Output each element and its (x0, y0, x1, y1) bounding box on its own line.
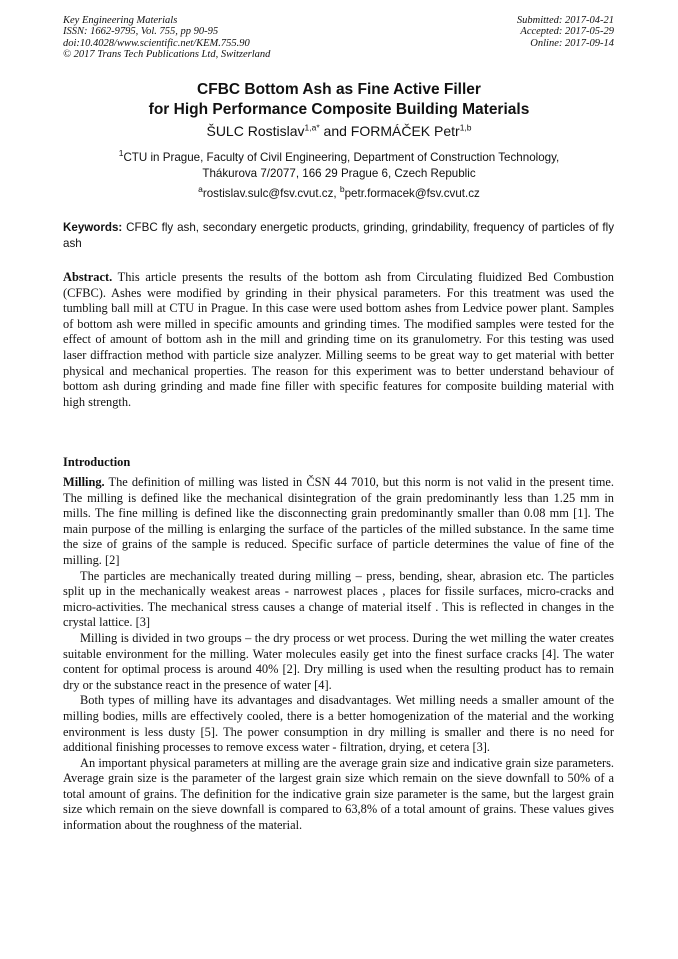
affiliation-line-1: CTU in Prague, Faculty of Civil Engineering, Department of Construction Technology, (123, 151, 560, 164)
abstract (63, 270, 614, 410)
keywords-label: Keywords: (63, 221, 123, 234)
title-line-1: CFBC Bottom Ash as Fine Active Filler (197, 81, 481, 98)
section-heading-introduction: Introduction (63, 455, 131, 469)
author-list (0, 122, 678, 140)
paragraph (63, 475, 614, 569)
email-a-sup: a (198, 184, 203, 195)
email-b-sup: b (339, 184, 345, 195)
online-date: Online: 2017-09-14 (530, 37, 614, 49)
abstract-label: Abstract. (63, 270, 113, 284)
introduction-body (63, 475, 614, 834)
abstract-text: This article presents the results of the bottom ash from Circulating fluidized Bed Combustion (CFBC). Ashes were modified by grinding in their physical parameters. For this treatment was used the tumbling ball mill at CTU in Prague. In this case were used bottom ashes from Ledvice power plant. Samples of bottom ash were milled in specific amounts and grinding times. The modified samples were tested for the effect of amount of bottom ash in the mill and grinding time on its granulometry. For this testing was used laser diffraction method with particle size analyzer. Milling seems to be great way to get material with better physical and mechanical properties. The reason for this experiment was to better understand behaviour of bottom ash during grinding and made fine filler with specific features for composite building material with high strength. (63, 270, 614, 409)
paragraph: Both types of milling have its advantages and disadvantages. Wet milling needs a smaller amount of the milling bodies, mills are effectively cooled, there is a better homogenization of the material and the working environment is less dusty [5]. The power consumption in dry milling is smaller and there is no need for additional finishing processes to remove excess water - filtration, drying, et cetera [3]. (63, 693, 614, 755)
keywords-text: CFBC fly ash, secondary energetic products, grinding, grindability, frequency of particles of fly ash (63, 221, 614, 250)
submitted-date: Submitted: 2017-04-21 (516, 15, 614, 26)
paper-title (0, 80, 678, 120)
dates-header (517, 15, 614, 49)
paragraph-text: The definition of milling was listed in ČSN 44 7010, but this norm is not valid in the present time. The milling is defined like the mechanical disintegration of the grain predominantly less than 1.25 mm in mills. The fine milling is defined like the disconnecting grain predominantly smaller than 0.08 mm [1]. The main purpose of the milling is enlarging the surface of the particles of the milled substance. In the same time the size of grains of the sample is reduced. Specific surface of particle determines the value of fine of the milling. [2] (63, 475, 614, 567)
affiliation-sup: 1 (118, 148, 124, 159)
journal-doi: doi:10.4028/www.scientific.net/KEM.755.90 (63, 37, 250, 49)
paragraph-run-in-head: Milling. (63, 475, 105, 489)
paragraph: Milling is divided in two groups – the dry process or wet process. During the wet milling the water creates suitable environment for the milling. Water molecules easily get into the finest surface cracks [4]. The water content for optimal process is around 40% [2]. Dry milling is used when the resulting product has to remain dry or the substance react in the presence of water [4]. (63, 630, 614, 692)
journal-copyright: © 2017 Trans Tech Publications Ltd, Switzerland (63, 49, 271, 61)
title-line-2: for High Performance Composite Building Materials (148, 101, 530, 118)
paragraph: An important physical parameters at milling are the average grain size and indicative grain size parameters. Average grain size is the parameter of the largest grain size which remain on the sieve downfall to 50% of a total amount of grains. The definition for the indicative grain size parameter is the same, but the largest grain size which remain on the sieve downfall is compared to 63,8% of a total amount of grains. These values gives information about the roughness of the material. (63, 755, 614, 833)
journal-name: Key Engineering Materials (63, 15, 178, 26)
email-a: rostislav.sulc@fsv.cvut.cz, (202, 187, 340, 200)
journal-issn: ISSN: 1662-9795, Vol. 755, pp 90-95 (63, 26, 219, 38)
author-1-name: ŠULC Rostislav (206, 123, 305, 139)
accepted-date: Accepted: 2017-05-29 (520, 26, 614, 38)
author-1-sup: 1,a* (304, 122, 320, 133)
keywords (63, 220, 614, 252)
paragraph: The particles are mechanically treated during milling – press, bending, shear, abrasion etc. The particles split up in the mechanically weakest areas - narrowest places , places for fissile surfaces, micro-cracks and micro-activities. The mechanical stress causes a change of material itself . This is reflected in changes in the crystal lattice. [3] (63, 568, 614, 630)
author-emails (0, 186, 678, 202)
author-2-sup: 1,b (459, 122, 472, 133)
author-connector: and (319, 123, 351, 139)
affiliation-line-2: Thákurova 7/2077, 166 29 Prague 6, Czech Republic (202, 167, 476, 180)
email-b: petr.formacek@fsv.cvut.cz (344, 187, 480, 200)
affiliation (0, 150, 678, 182)
author-2-name: FORMÁČEK Petr (350, 123, 460, 139)
journal-header (63, 15, 270, 61)
